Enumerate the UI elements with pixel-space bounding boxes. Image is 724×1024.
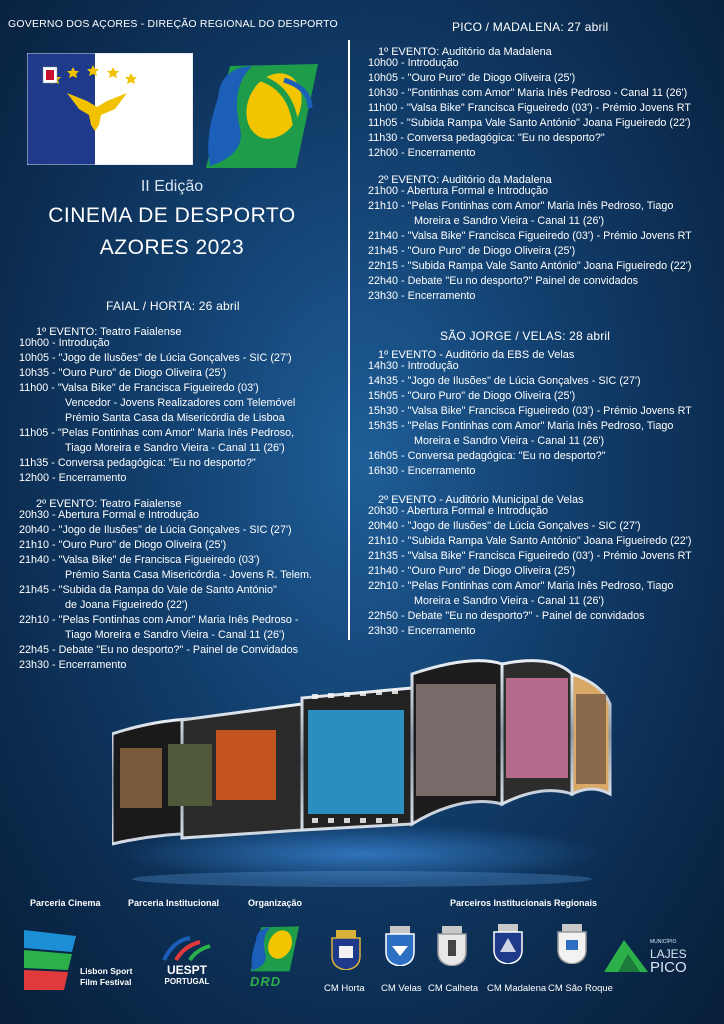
schedule-line: 10h00 - Introdução [19,337,110,349]
schedule-line: 22h15 - "Subida Rampa Vale Santo António" Joana Figueiredo (22') [368,260,692,272]
film-strip-illustration [112,634,612,894]
cm-horta-label: CM Horta [324,983,365,994]
schedule-line: 16h30 - Encerramento [368,465,476,477]
schedule-line: 11h35 - Conversa pedagógica: "Eu no desporto?" [19,457,256,469]
schedule-line: 22h40 - Debate "Eu no desporto?" Painel de convidados [368,275,638,287]
column-divider [348,40,350,640]
drd-logo-image [200,58,320,170]
schedule-line: 11h05 - "Pelas Fontinhas com Amor" Maria Inês Pedroso, [19,427,295,439]
cm-velas-shield-icon [384,926,416,966]
uespt-text: UESPT PORTUGAL [164,963,210,986]
schedule-line: 14h35 - "Jogo de Ilusões" de Lúcia Gonçalves - SIC (27') [368,375,641,387]
cm-sao-roque-shield-icon [556,924,588,964]
drd-text: DRD [250,974,282,989]
schedule-line: 21h00 - Abertura Formal e Introdução [368,185,549,197]
cm-sao-roque-label: CM São Roque [548,983,613,994]
pico-event1-title: 1º EVENTO: Auditório da Madalena [378,46,552,58]
schedule-line: 11h30 - Conversa pedagógica: "Eu no desporto?" [368,132,605,144]
schedule-line: 12h00 - Encerramento [19,472,127,484]
uespt-logo-mark [160,934,214,964]
schedule-line: Tiago Moreira e Sandro Vieira - Canal 11 (26') [65,629,285,641]
schedule-line: Tiago Moreira e Sandro Vieira - Canal 11 (26') [65,442,285,454]
schedule-line: 11h00 - "Valsa Bike" Francisca Figueiredo (03') - Prémio Jovens RT [368,102,691,114]
schedule-line: 21h10 - "Ouro Puro" de Diogo Oliveira (25') [19,539,227,551]
schedule-line: 21h40 - "Valsa Bike" de Francisca Figueiredo (03') [19,554,260,566]
schedule-line: 21h40 - "Ouro Puro" de Diogo Oliveira (25') [368,565,576,577]
schedule-line: Prémio Santa Casa da Misericórdia de Lisboa [65,412,285,424]
schedule-line: Moreira e Sandro Vieira - Canal 11 (26') [414,435,605,447]
faial-event2-title: 2º EVENTO: Teatro Faialense [36,498,182,510]
lajes-pico-text: MUNICÍPIO LAJES PICO [650,939,687,976]
schedule-line: 20h30 - Abertura Formal e Introdução [19,509,200,521]
azores-flag-image [27,53,193,165]
schedule-line: 21h10 - "Pelas Fontinhas com Amor" Maria Inês Pedroso, Tiago [368,200,674,212]
faial-event1-title: 1º EVENTO: Teatro Faialense [36,326,182,338]
schedule-line: 21h40 - "Valsa Bike" Francisca Figueiredo (03') - Prémio Jovens RT [368,230,692,242]
schedule-line: 11h00 - "Valsa Bike" de Francisca Figueiredo (03') [19,382,259,394]
schedule-line: 11h05 - "Subida Rampa Vale Santo António" Joana Figueiredo (22') [368,117,691,129]
schedule-line: 15h35 - "Pelas Fontinhas com Amor" Maria Inês Pedroso, Tiago [368,420,674,432]
label-parceria-institucional: Parceria Institucional [128,898,220,908]
schedule-line: 23h30 - Encerramento [368,625,476,637]
sjorge-event1-title: 1º EVENTO - Auditório da EBS de Velas [378,349,575,361]
faial-event1-schedule [19,336,295,486]
schedule-line: 22h10 - "Pelas Fontinhas com Amor" Maria Inês Pedroso - [19,614,299,626]
schedule-line: 16h05 - Conversa pedagógica: "Eu no desporto?" [368,450,606,462]
schedule-line: 22h10 - "Pelas Fontinhas com Amor" Maria Inês Pedroso, Tiago [368,580,674,592]
cm-horta-shield-icon [330,930,362,970]
schedule-line: 10h05 - "Ouro Puro" de Diogo Oliveira (25') [368,72,576,84]
schedule-line: Vencedor - Jovens Realizadores com Telemóvel [65,397,296,409]
sjorge-heading: SÃO JORGE / VELAS: 28 abril [440,329,611,343]
schedule-line: 21h45 - "Subida da Rampa do Vale de Santo António" [19,584,277,596]
cm-calheta-shield-icon [436,926,468,966]
schedule-line: 21h45 - "Ouro Puro" de Diogo Oliveira (25') [368,245,576,257]
schedule-line: 20h40 - "Jogo de Ilusões" de Lúcia Gonçalves - SIC (27') [19,524,292,536]
cm-madalena-shield-icon [492,924,524,964]
schedule-line: 10h00 - Introdução [368,57,459,69]
lisbon-sport-text: Lisbon Sport Film Festival [80,966,133,987]
schedule-line: de Joana Figueiredo (22') [65,599,188,611]
schedule-line: 20h30 - Abertura Formal e Introdução [368,505,549,517]
drd-small-logo [248,922,300,974]
schedule-line: 15h05 - "Ouro Puro" de Diogo Oliveira (25') [368,390,576,402]
pico-heading: PICO / MADALENA: 27 abril [452,20,609,34]
lisbon-sport-film-festival-logo [24,928,80,992]
schedule-line: Moreira e Sandro Vieira - Canal 11 (26') [414,215,605,227]
header-text: GOVERNO DOS AÇORES - DIREÇÃO REGIONAL DO DESPORTO [8,18,338,30]
schedule-line: 21h35 - "Valsa Bike" Francisca Figueiredo (03') - Prémio Jovens RT [368,550,692,562]
edition-label: II Edição [140,178,204,195]
schedule-line: 23h30 - Encerramento [368,290,476,302]
label-organizacao: Organização [248,898,303,908]
schedule-line: 23h30 - Encerramento [19,659,127,671]
cm-madalena-label: CM Madalena [487,983,547,994]
sjorge-event1-schedule [368,359,692,479]
cm-calheta-label: CM Calheta [428,983,479,994]
schedule-line: 15h30 - "Valsa Bike" Francisca Figueiredo (03') - Prémio Jovens RT [368,405,692,417]
lajes-pico-mountain-icon [604,936,648,972]
pico-event2-title: 2º EVENTO: Auditório da Madalena [378,174,552,186]
cm-velas-label: CM Velas [381,983,422,994]
schedule-line: Moreira e Sandro Vieira - Canal 11 (26') [414,595,605,607]
label-parceria-cinema: Parceria Cinema [30,898,101,908]
schedule-line: 21h10 - "Subida Rampa Vale Santo António" Joana Figueiredo (22') [368,535,692,547]
schedule-line: 10h05 - "Jogo de Ilusões" de Lúcia Gonçalves - SIC (27') [19,352,292,364]
event-title-line1: CINEMA DE DESPORTO [48,204,296,227]
schedule-line: 10h35 - "Ouro Puro" de Diogo Oliveira (25') [19,367,227,379]
schedule-line: 22h50 - Debate "Eu no desporto?" - Painel de convidados [368,610,645,622]
schedule-line: 22h45 - Debate "Eu no desporto?" - Painel de Convidados [19,644,298,656]
faial-heading: FAIAL / HORTA: 26 abril [106,299,240,313]
pico-event2-schedule [368,184,692,304]
schedule-line: 10h30 - "Fontinhas com Amor" Maria Inês Pedroso - Canal 11 (26') [368,87,688,99]
sjorge-event2-schedule [368,504,692,639]
pico-event1-schedule [368,56,691,161]
sjorge-event2-title: 2º EVENTO - Auditório Municipal de Velas [378,494,584,506]
schedule-line: 20h40 - "Jogo de Ilusões" de Lúcia Gonçalves - SIC (27') [368,520,641,532]
schedule-line: Prémio Santa Casa Misericórdia - Jovens R. Telem. [65,569,313,581]
schedule-line: 12h00 - Encerramento [368,147,476,159]
label-parceiros-regionais: Parceiros Institucionais Regionais [450,898,598,908]
event-title-line2: AZORES 2023 [99,236,245,259]
schedule-line: 14h30 - Introdução [368,360,459,372]
